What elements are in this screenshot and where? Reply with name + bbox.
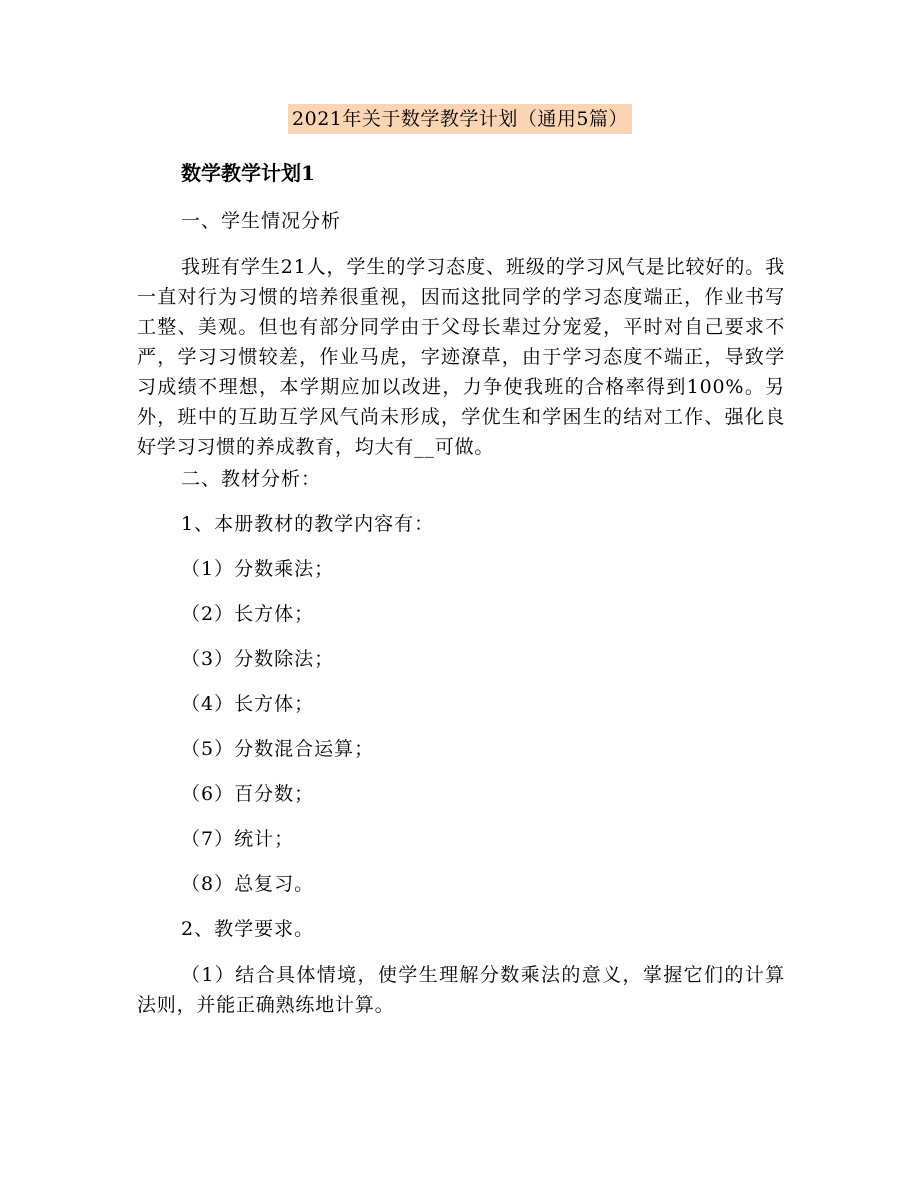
section-title: 数学教学计划1: [181, 161, 315, 185]
list-item: （5）分数混合运算；: [181, 738, 375, 760]
list-item: （3）分数除法；: [181, 648, 335, 670]
heading-student-analysis: 一、学生情况分析: [181, 210, 342, 232]
list-item: （2）长方体；: [181, 603, 315, 625]
list-item: （7）统计；: [181, 828, 295, 850]
list-item: （8）总复习。: [181, 873, 315, 895]
list-item: （1）分数乘法；: [181, 558, 335, 580]
list-item: （4）长方体；: [181, 693, 315, 715]
paragraph-student-situation: 我班有学生21人，学生的学习态度、班级的学习风气是比较好的。我一直对行为习惯的培养很重视，因而这批同学的学习态度端正，作业书写工整、美观。但也有部分同学由于父母长辈过分宠爱，平时对自己要求不严，学习习惯较差，作业马虎，字迹潦草，由于学习态度不端正，导致学习成绩不理想，本学期应加以改进，力争使我班的合格率得到100%。另外，班中的互助互学风气尚未形成，学优生和学困生的结对工作、强化良好学习习惯的养成教育，均大有__可做。: [137, 256, 785, 458]
subheading-teaching-requirements: 2、教学要求。: [181, 918, 315, 940]
document-title: 2021年关于数学教学计划（通用5篇）: [288, 104, 632, 134]
subheading-teaching-content: 1、本册教材的教学内容有：: [181, 513, 435, 535]
paragraph-requirement-1: （1）结合具体情境，使学生理解分数乘法的意义，掌握它们的计算法则，并能正确熟练地计算。: [137, 964, 785, 1016]
title-wrapper: [0, 104, 920, 134]
heading-textbook-analysis: 二、教材分析：: [181, 468, 322, 490]
list-item: （6）百分数；: [181, 783, 315, 805]
